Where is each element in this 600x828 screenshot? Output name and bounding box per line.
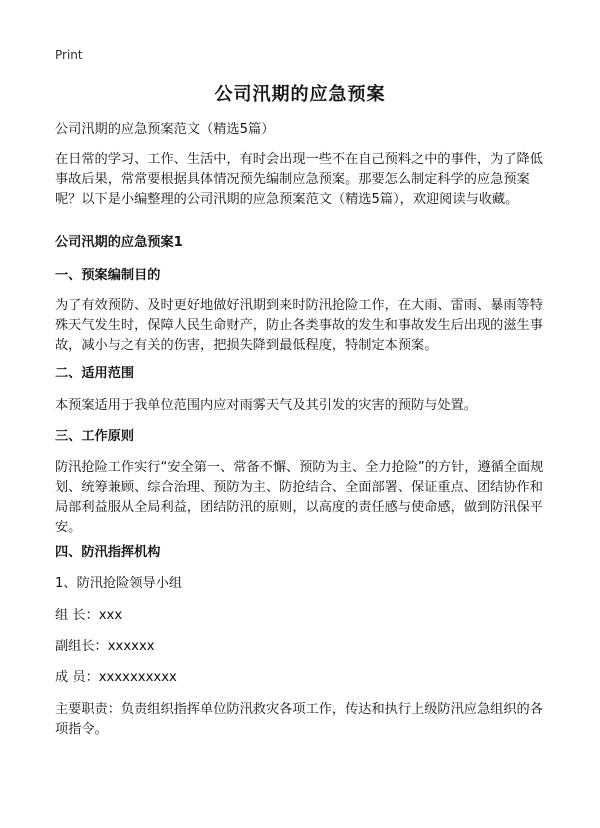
main-duties: 主要职责：负责组织指挥单位防汛救灾各项工作，传达和执行上级防汛应急组织的各项指令。 (55, 702, 543, 737)
paragraph-scope: 本预案适用于我单位范围内应对雨雾天气及其引发的灾害的预防与处置。 (55, 398, 477, 413)
paragraph-purpose: 为了有效预防、及时更好地做好汛期到来时防汛抢险工作，在大雨、雷雨、暴雨等特殊天气发生时，保障人民生命财产，防止各类事故的发生和事故发生后出现的滋生事故，减小与之有关的伤害，把损失降到最低程度，特制定本预案。 (55, 298, 543, 353)
group-members: 成 员：xxxxxxxxxx (55, 670, 177, 685)
paragraph-principles: 防汛抢险工作实行“安全第一、常备不懈、预防为主、全力抢险”的方针，遵循全面规划、统筹兼顾、综合治理、预防为主、防抢结合、全面部署、保证重点、团结协作和局部利益服从全局利益，团结防汛的原则，以高度的责任感与使命感，做到防汛保平安。 (55, 460, 544, 535)
deputy-leader: 副组长：xxxxxx (55, 639, 155, 654)
intro-paragraph: 在日常的学习、工作、生活中，有时会出现一些不在自己预料之中的事件，为了降低事故后果，常常要根据具体情况预先编制应急预案。那要怎么制定科学的应急预案呢？以下是小编整理的公司汛期的应急预案范文（精选5篇），欢迎阅读与收藏。 (55, 152, 543, 207)
heading-scope: 二、适用范围 (55, 366, 135, 381)
group-leader: 组 长：xxx (55, 608, 123, 623)
print-link[interactable]: Print (55, 48, 83, 62)
heading-purpose: 一、预案编制目的 (55, 268, 161, 283)
document-subtitle: 公司汛期的应急预案范文（精选5篇） (55, 122, 275, 137)
section-title: 公司汛期的应急预案1 (55, 235, 183, 250)
heading-principles: 三、工作原则 (55, 429, 135, 444)
heading-command: 四、防汛指挥机构 (55, 545, 161, 560)
list-item-leading-group: 1、防汛抢险领导小组 (55, 576, 183, 591)
page-title: 公司汛期的应急预案 (214, 84, 386, 105)
